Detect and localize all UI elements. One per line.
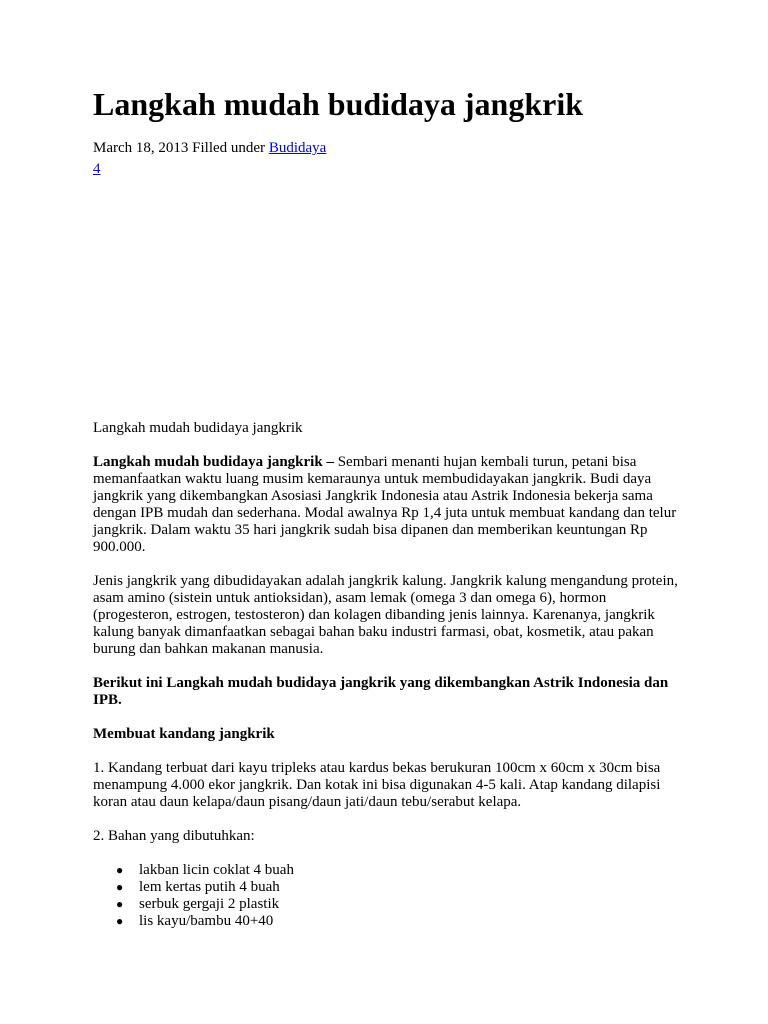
list-item (93, 896, 678, 913)
intro-paragraph (93, 454, 678, 556)
article-title: Langkah mudah budidaya jangkrik (93, 86, 583, 122)
paragraph-species: Jenis jangkrik yang dibudidayakan adalah jangkrik kalung. Jangkrik kalung mengandung protein, asam amino (sistein untuk antioksidan), asam lemak (omega 3 dan omega 6), hormon (progesteron, estrogen, testosteron) dan kolagen dibanding jenis lainnya. Karenanya, jangkrik kalung banyak dimanfaatkan sebagai bahan baku industri farmasi, obat, kosmetik, atau pakan burung dan bahkan makanan manusia. (93, 573, 678, 657)
heading-steps (93, 675, 678, 709)
list-item-text: serbuk gergaji 2 plastik (139, 896, 280, 912)
meta-date-prefix: March 18, 2013 Filled under (93, 140, 269, 156)
heading-cage (93, 726, 678, 743)
bullet-icon: ● (116, 914, 124, 928)
category-link[interactable]: Budidaya (268, 140, 327, 156)
bullet-icon: ● (116, 897, 124, 911)
comment-count-link[interactable]: 4 (93, 161, 101, 177)
article-meta (93, 138, 326, 158)
list-item-text: lem kertas putih 4 buah (139, 879, 280, 895)
heading-cage-text: Membuat kandang jangkrik (93, 726, 275, 742)
step-1-paragraph: 1. Kandang terbuat dari kayu tripleks atau kardus bekas berukuran 100cm x 60cm x 30cm bisa menampung 4.000 ekor jangkrik. Dan kotak ini bisa digunakan 4-5 kali. Atap kandang dilapisi koran atau daun kelapa/daun pisang/daun jati/daun tebu/serabut kelapa. (93, 760, 661, 810)
step-2-paragraph: 2. Bahan yang dibutuhkan: (93, 828, 255, 844)
intro-lead: Langkah mudah budidaya jangkrik – (93, 454, 334, 470)
article-content (93, 420, 678, 930)
list-item (93, 913, 678, 930)
list-item (93, 862, 678, 879)
materials-list (93, 862, 678, 930)
heading-steps-text: Berikut ini Langkah mudah budidaya jangkrik yang dikembangkan Astrik Indonesia dan IPB. (93, 675, 669, 708)
list-item-text: lis kayu/bambu 40+40 (139, 913, 274, 929)
bullet-icon: ● (116, 863, 124, 877)
image-caption: Langkah mudah budidaya jangkrik (93, 420, 303, 436)
list-item (93, 879, 678, 896)
intro-body: Sembari menanti hujan kembali turun, petani bisa memanfaatkan waktu luang musim kemaraunya untuk membudidayakan jangkrik. Budi daya jangkrik yang dikembangkan Asosiasi Jangkrik Indonesia atau Astrik Indonesia bekerja sama dengan IPB mudah dan sederhana. Modal awalnya Rp 1,4 juta untuk membuat kandang dan telur jangkrik. Dalam waktu 35 hari jangkrik sudah bisa dipanen dan memberikan keuntungan Rp 900.000. (93, 454, 677, 555)
list-item-text: lakban licin coklat 4 buah (139, 862, 294, 878)
bullet-icon: ● (116, 880, 124, 894)
